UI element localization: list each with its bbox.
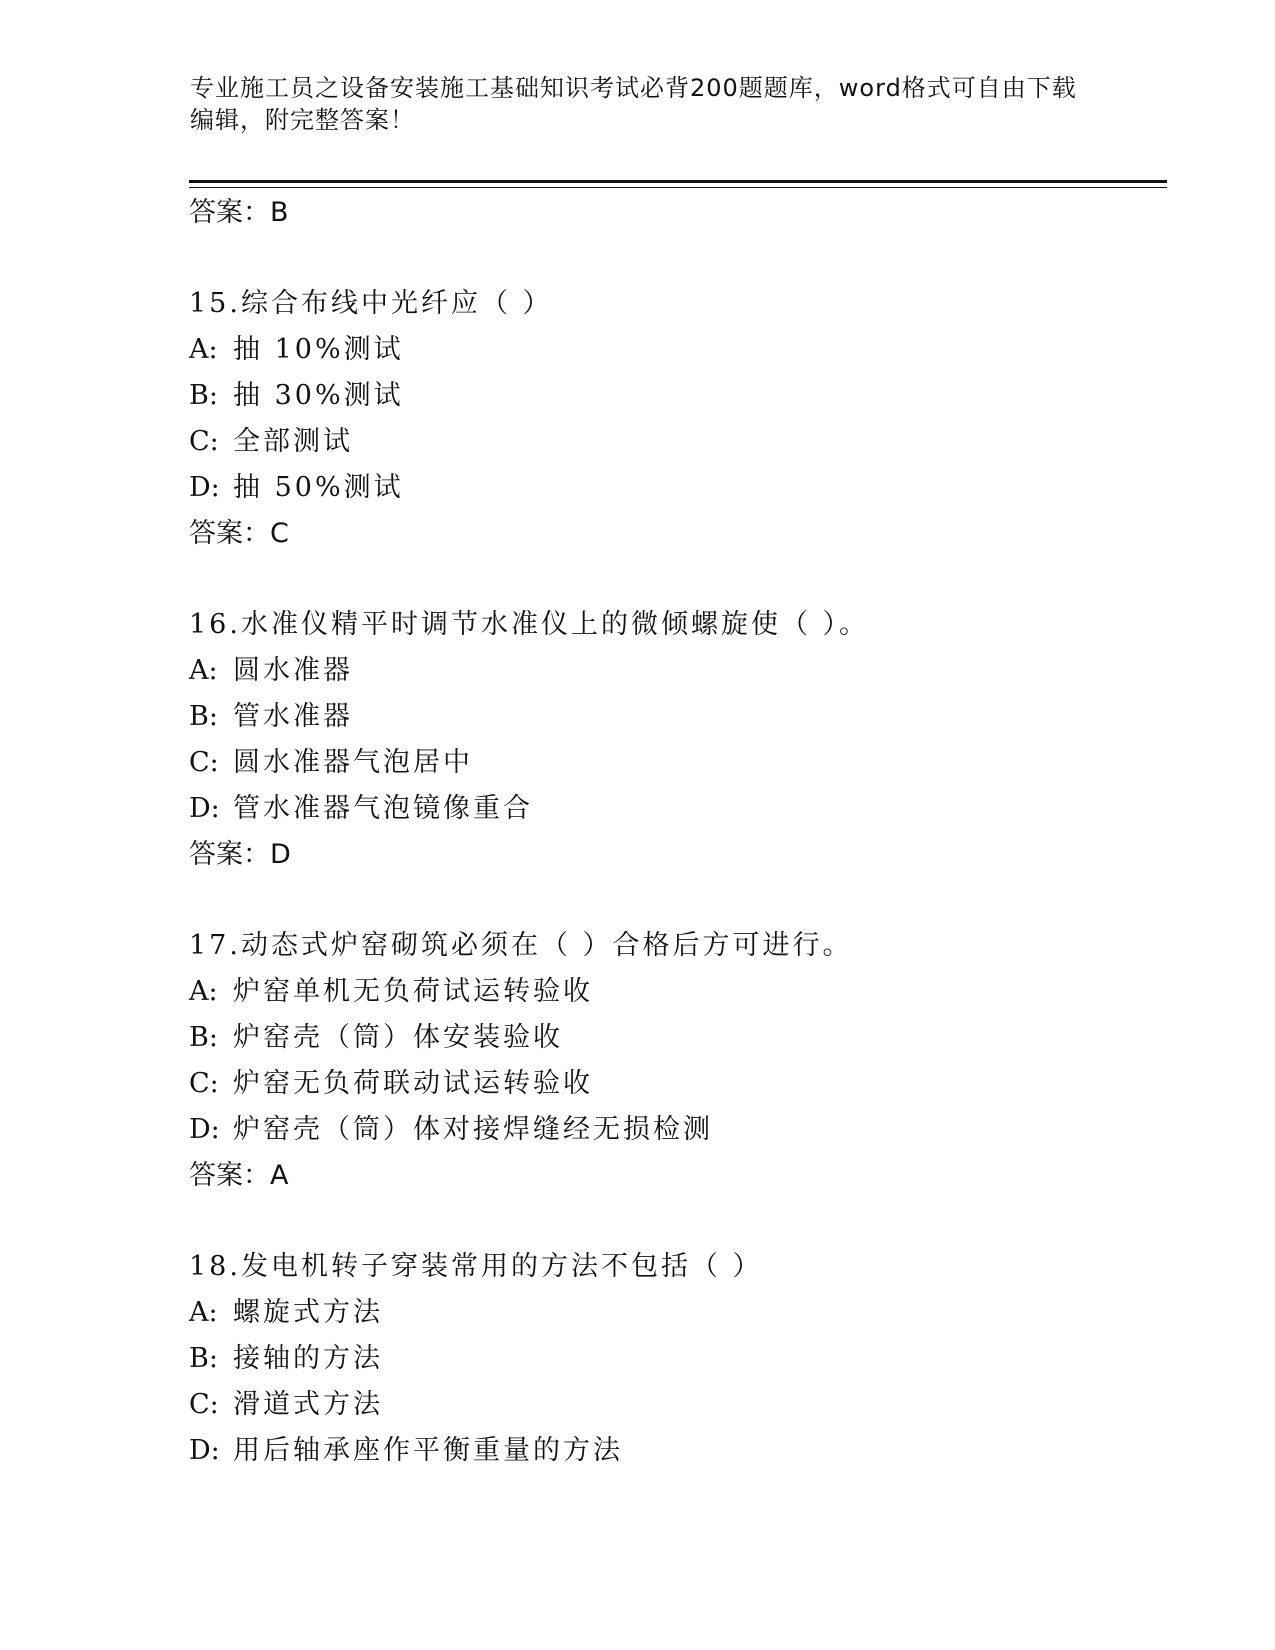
option-key: C: [189, 1068, 219, 1099]
option-text: 用后轴承座作平衡重量的方法 [233, 1435, 623, 1466]
option-text: 滑道式方法 [233, 1389, 383, 1420]
option-key: C: [189, 426, 219, 457]
option-b [189, 1336, 1149, 1382]
option-key: C: [189, 1389, 219, 1420]
header-rule-thick [189, 180, 1167, 183]
option-c [189, 740, 1149, 786]
document-body [189, 190, 1149, 1474]
header-rule-thin [189, 187, 1167, 188]
option-key: A: [189, 1297, 218, 1328]
option-key: D: [189, 472, 220, 503]
option-key: B: [189, 1022, 218, 1053]
question-stem: 18.发电机转子穿装常用的方法不包括（ ） [189, 1251, 763, 1282]
answer-line: 答案：D [189, 839, 291, 870]
option-a [189, 327, 1149, 373]
option-key: B: [189, 1343, 218, 1374]
option-key: A: [189, 655, 218, 686]
option-d [189, 1428, 1149, 1474]
option-key: D: [189, 1435, 220, 1466]
option-b [189, 694, 1149, 740]
question-16 [189, 602, 1149, 878]
option-b [189, 1015, 1149, 1061]
option-text: 抽 50%测试 [233, 472, 404, 503]
option-a [189, 969, 1149, 1015]
page-header [190, 72, 1090, 136]
option-text: 抽 30%测试 [233, 380, 404, 411]
option-a [189, 648, 1149, 694]
question-stem: 15.综合布线中光纤应（ ） [189, 288, 553, 319]
question-stem: 16.水准仪精平时调节水准仪上的微倾螺旋使（ ）。 [189, 609, 870, 640]
answer-line: 答案：B [189, 197, 289, 228]
question-15 [189, 281, 1149, 557]
option-key: D: [189, 793, 220, 824]
option-text: 炉窑壳（筒）体安装验收 [233, 1022, 563, 1053]
option-text: 螺旋式方法 [233, 1297, 383, 1328]
option-text: 抽 10%测试 [233, 334, 404, 365]
option-d [189, 465, 1149, 511]
question-stem: 17.动态式炉窑砌筑必须在（ ）合格后方可进行。 [189, 930, 853, 961]
option-text: 炉窑无负荷联动试运转验收 [233, 1068, 593, 1099]
option-key: A: [189, 334, 218, 365]
option-text: 全部测试 [233, 426, 353, 457]
option-text: 圆水准器 [233, 655, 353, 686]
option-c [189, 1061, 1149, 1107]
answer-line: 答案：A [189, 1160, 289, 1191]
option-text: 管水准器 [233, 701, 353, 732]
option-key: B: [189, 380, 218, 411]
option-b [189, 373, 1149, 419]
option-a [189, 1290, 1149, 1336]
header-line-2: 编辑，附完整答案！ [190, 106, 415, 134]
answer-line: 答案：C [189, 518, 289, 549]
option-c [189, 419, 1149, 465]
option-d [189, 1107, 1149, 1153]
option-key: C: [189, 747, 219, 778]
option-key: A: [189, 976, 218, 1007]
option-d [189, 786, 1149, 832]
option-text: 炉窑单机无负荷试运转验收 [233, 976, 593, 1007]
question-17 [189, 923, 1149, 1199]
question-18 [189, 1244, 1149, 1474]
option-c [189, 1382, 1149, 1428]
option-text: 圆水准器气泡居中 [233, 747, 473, 778]
option-text: 管水准器气泡镜像重合 [233, 793, 533, 824]
option-text: 接轴的方法 [233, 1343, 383, 1374]
header-line-1: 专业施工员之设备安装施工基础知识考试必背200题题库，word格式可自由下载 [190, 74, 1077, 102]
option-key: B: [189, 701, 218, 732]
option-key: D: [189, 1114, 220, 1145]
option-text: 炉窑壳（筒）体对接焊缝经无损检测 [233, 1114, 713, 1145]
